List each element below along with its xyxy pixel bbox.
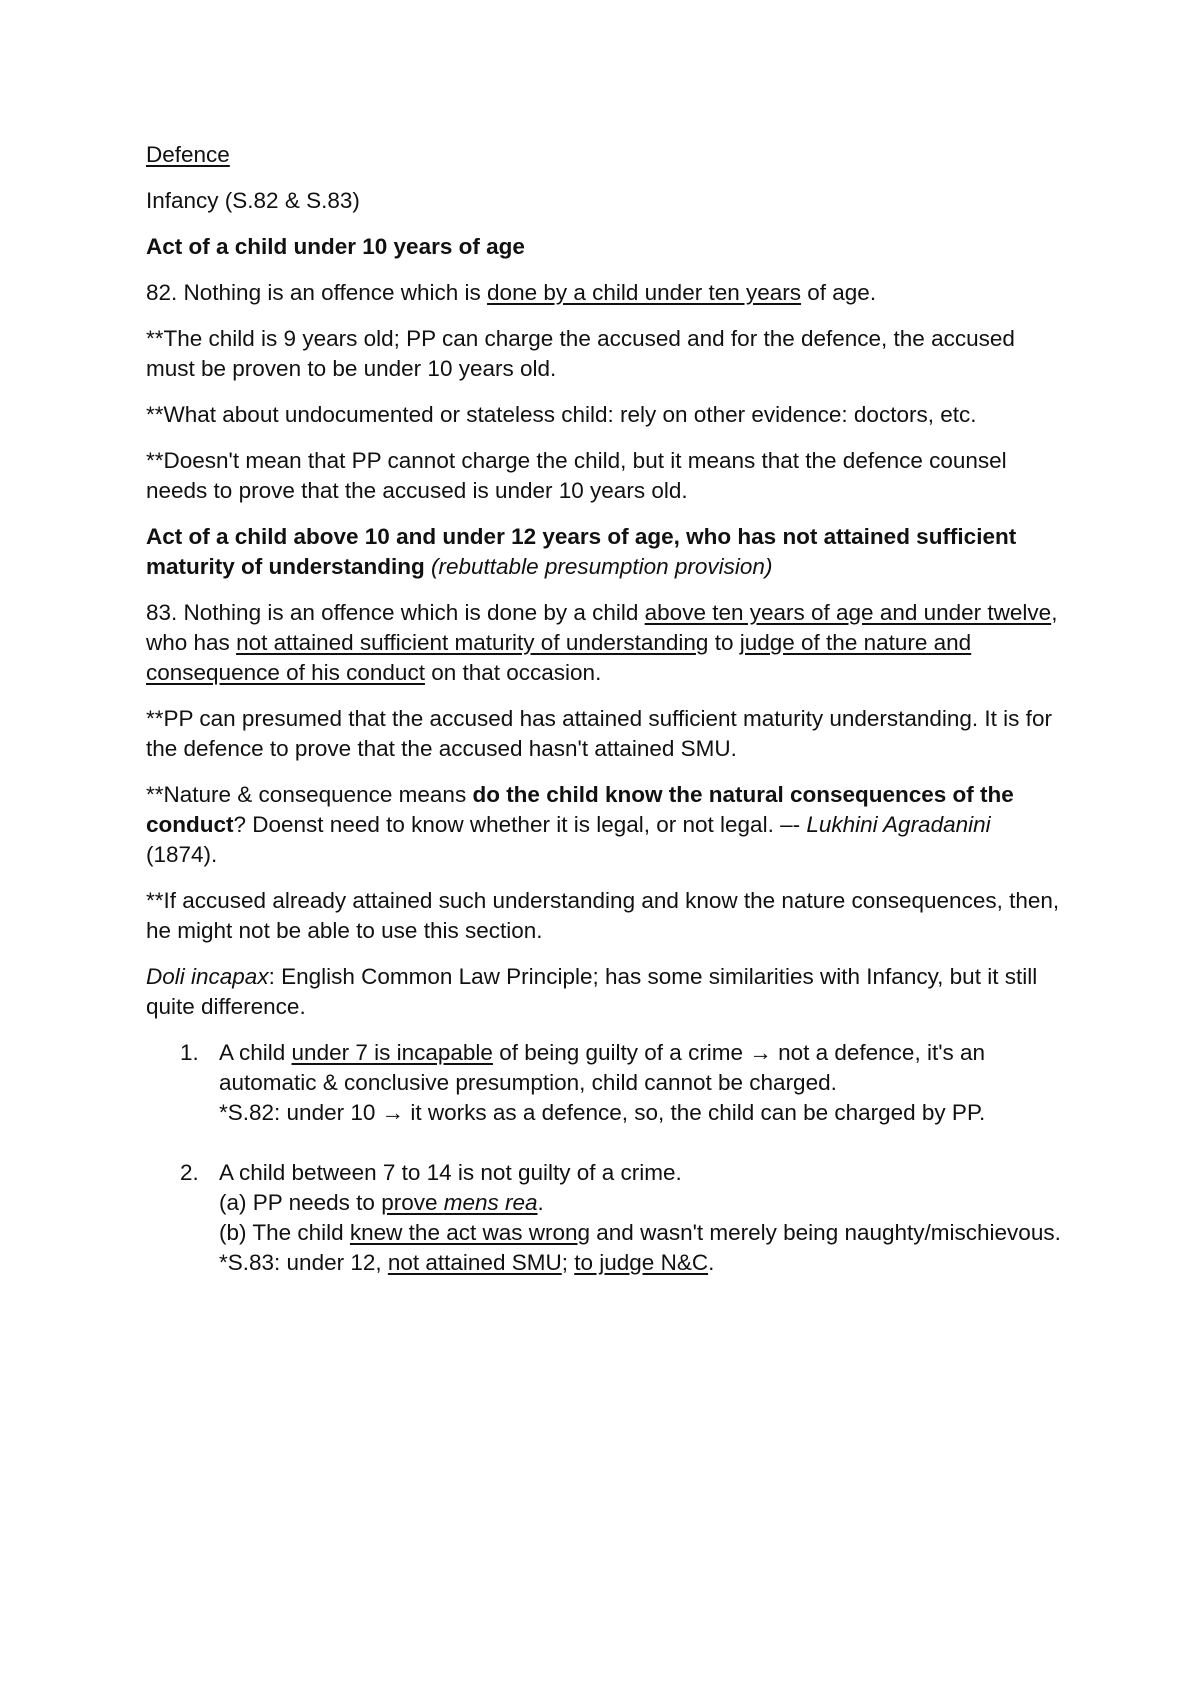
section-83-note-3: **If accused already attained such understanding and know the nature consequences, then, he might not be able to use this section. <box>146 888 1060 943</box>
item-subpoint-b <box>219 1218 1066 1248</box>
list-number: 2. <box>180 1160 199 1185</box>
case-name: Lukhini Agradanini <box>806 812 991 837</box>
text-run: of being guilty of a crime <box>492 1040 750 1065</box>
text-run: (b) The child <box>219 1220 350 1245</box>
latin-term: Doli incapax <box>146 964 269 989</box>
underlined-text: under 7 is incapable <box>291 1040 493 1065</box>
right-arrow-icon: → <box>381 1100 405 1125</box>
underlined-text: judge of the nature and consequence of his conduct <box>146 630 972 685</box>
text-run: on that occasion. <box>424 660 602 685</box>
item-text <box>219 1038 1066 1098</box>
text-run: , who has <box>146 600 1058 655</box>
latin-term: mens rea <box>443 1190 538 1215</box>
text-run: ; <box>561 1250 575 1275</box>
text-run: *S.83: under 12, <box>219 1250 388 1275</box>
text-run: it works as a defence, so, the child can be charged by PP. <box>404 1100 986 1125</box>
list-number: 1. <box>180 1040 199 1065</box>
text-run: of age. <box>801 280 877 305</box>
section-82-note-3: **Doesn't mean that PP cannot charge the child, but it means that the defence counsel needs to prove that the accused is under 10 years old. <box>146 448 1007 503</box>
text-run: to <box>708 630 740 655</box>
section-82-note-2: **What about undocumented or stateless child: rely on other evidence: doctors, etc. <box>146 402 977 427</box>
text-run: (1874). <box>146 842 218 867</box>
text-run: 83. Nothing is an offence which is done by a child <box>146 600 645 625</box>
heading-text: Defence <box>146 142 230 167</box>
heading <box>146 140 1066 170</box>
doli-incapax-intro <box>146 962 1066 1022</box>
text-run: and wasn't merely being naughty/mischievous. <box>590 1220 1061 1245</box>
doli-incapax-list <box>146 1038 1066 1278</box>
list-item <box>146 1158 1066 1278</box>
document-page <box>146 140 1066 1308</box>
section-82-note-1: **The child is 9 years old; PP can charge the accused and for the defence, the accused must be proven to be under 10 years old. <box>146 326 1015 381</box>
text-run: 82. Nothing is an offence which is <box>146 280 488 305</box>
section-83-title <box>146 522 1066 582</box>
right-arrow-icon: → <box>749 1040 772 1065</box>
list-item <box>146 1038 1066 1128</box>
bold-text: do the child know the natural consequences of the conduct <box>146 782 1014 837</box>
section-83-text <box>146 598 1066 688</box>
section-83-note-2 <box>146 780 1066 870</box>
text-run: **Nature & consequence means <box>146 782 473 807</box>
underlined-text: not attained SMU <box>387 1250 562 1275</box>
item-subnote <box>219 1248 1066 1278</box>
text-run: (a) PP needs to <box>219 1190 382 1215</box>
underlined-text <box>381 1190 537 1215</box>
underlined-text: to judge N&C <box>574 1250 709 1275</box>
subheading: Infancy (S.82 & S.83) <box>146 188 360 213</box>
section-82-text <box>146 278 1066 308</box>
text-run: : English Common Law Principle; has some similarities with Infancy, but it still quite difference. <box>146 964 1038 1019</box>
underlined-text: above ten years of age and under twelve <box>644 600 1052 625</box>
italic-note: (rebuttable presumption provision) <box>424 554 773 579</box>
underlined-text: done by a child under ten years <box>487 280 802 305</box>
section-82-title: Act of a child under 10 years of age <box>146 234 525 259</box>
underlined-text: knew the act was wrong <box>349 1220 591 1245</box>
text-run: A child <box>219 1040 292 1065</box>
text-run: not a defence, it's an automatic & conclusive presumption, child cannot be charged. <box>219 1040 986 1095</box>
item-subpoint-a <box>219 1188 1066 1218</box>
text-run: . <box>708 1250 715 1275</box>
underlined-text: not attained sufficient maturity of understanding <box>236 630 709 655</box>
bold-title: Act of a child above 10 and under 12 years of age, who has not attained sufficient maturity of understanding <box>146 524 1017 579</box>
text-run: ? Doenst need to know whether it is legal, or not legal. –- <box>233 812 807 837</box>
text-run: *S.82: under 10 <box>219 1100 382 1125</box>
item-subnote <box>219 1098 1066 1128</box>
text-run: prove <box>381 1190 444 1215</box>
item-text: A child between 7 to 14 is not guilty of a crime. <box>219 1160 682 1185</box>
section-83-note-1: **PP can presumed that the accused has attained sufficient maturity understanding. It is for the defence to prove that the accused hasn't attained SMU. <box>146 706 1052 761</box>
text-run: . <box>537 1190 544 1215</box>
